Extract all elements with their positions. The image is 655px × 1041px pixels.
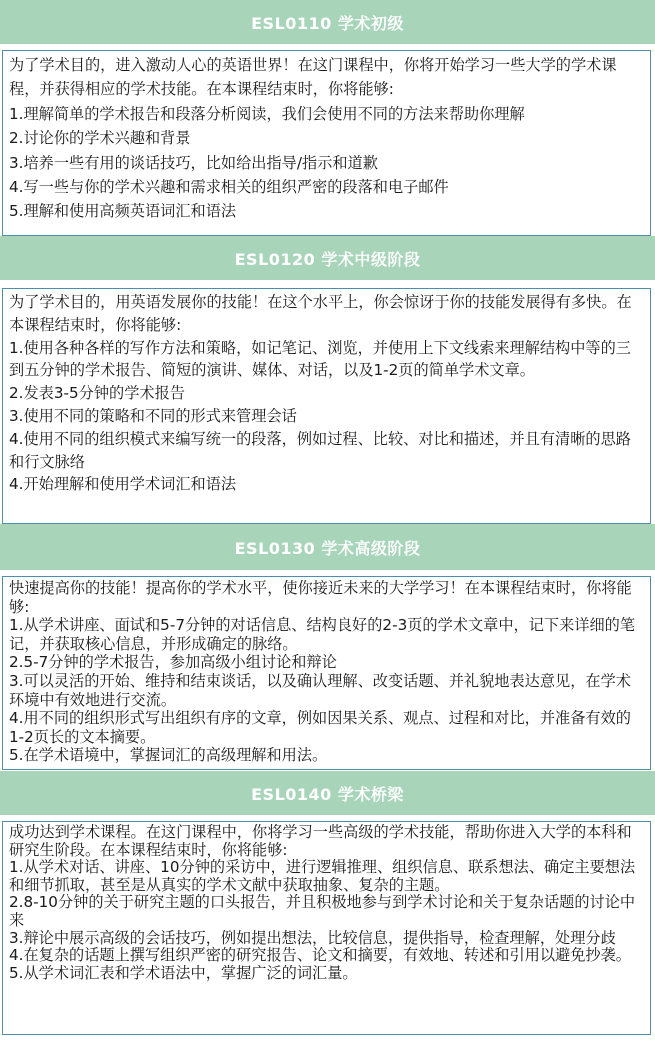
course-description-esl0140 xyxy=(2,821,651,1035)
course-objective: 3.使用不同的策略和不同的形式来管理会话 xyxy=(9,406,297,425)
course-objective: 2.8-10分钟的关于研究主题的口头报告，并且积极地参与到学术讨论和关于复杂话题的讨论中来 xyxy=(9,893,636,929)
course-objective: 1.从学术对话、讲座、10分钟的采访中，进行逻辑推理、组织信息、联系想法、确定主要想法和细节抓取，甚至是从真实的学术文献中获取抽象、复杂的主题。 xyxy=(9,858,636,894)
course-objective: 4.在复杂的话题上撰写组织严密的研究报告、论文和摘要，有效地、转述和引用以避免抄袭。 xyxy=(9,946,631,965)
course-objective: 5.理解和使用高频英语词汇和语法 xyxy=(9,202,237,221)
course-objective: 4.开始理解和使用学术词汇和语法 xyxy=(9,475,237,494)
course-description-esl0120 xyxy=(2,288,651,524)
course-description-esl0130 xyxy=(2,576,651,770)
course-objective: 1.理解简单的学术报告和段落分析阅读，我们会使用不同的方法来帮助你理解 xyxy=(9,104,525,123)
course-objective: 5.在学术语境中，掌握词汇的高级理解和用法。 xyxy=(9,746,328,765)
course-title: ESL0140 学术桥梁 xyxy=(251,784,404,804)
course-header-esl0120 xyxy=(0,236,655,280)
course-intro: 为了学术目的，进入激动人心的英语世界！在这门课程中，你将开始学习一些大学的学术课程，并获得相应的学术技能。在本课程结束时，你将能够: xyxy=(9,56,617,99)
course-objective: 1.从学术讲座、面试和5-7分钟的对话信息、结构良好的2-3页的学术文章中，记下来详细的笔记，并获取核心信息，并形成确定的脉络。 xyxy=(9,616,636,653)
course-objective: 3.可以灵活的开始、维持和结束谈话，以及确认理解、改变话题、并礼貌地表达意见，在学术环境中有效地进行交流。 xyxy=(9,671,631,709)
course-objective: 4.使用不同的组织模式来编写统一的段落，例如过程、比较、对比和描述，并且有清晰的思路和行文脉络 xyxy=(9,429,631,471)
course-objective: 5.从学术词汇表和学术语法中，掌握广泛的词汇量。 xyxy=(9,963,358,982)
course-intro: 快速提高你的技能！提高你的学术水平，使你接近未来的大学学习！在本课程结束时，你将能够: xyxy=(9,579,632,616)
course-objective: 2.讨论你的学术兴趣和背景 xyxy=(9,129,191,148)
course-objective: 4.用不同的组织形式写出组织有序的文章，例如因果关系、观点、过程和对比，并准备有效的1-2页长的文本摘要。 xyxy=(9,709,631,746)
course-title: ESL0120 学术中级阶段 xyxy=(234,249,421,269)
course-objective: 3.培养一些有用的谈话技巧，比如给出指导/指示和道歉 xyxy=(9,153,378,172)
course-title: ESL0130 学术高级阶段 xyxy=(234,538,421,558)
course-objective: 4.写一些与你的学术兴趣和需求相关的组织严密的段落和电子邮件 xyxy=(9,178,449,197)
course-header-esl0110 xyxy=(0,0,655,44)
course-intro: 成功达到学术课程。在这门课程中，你将学习一些高级的学术技能，帮助你进入大学的本科和研究生阶段。在本课程结束时，你将能够: xyxy=(9,823,632,859)
course-objective: 3.辩论中展示高级的会话技巧，例如提出想法，比较信息，提供指导，检查理解，处理分歧 xyxy=(9,928,616,947)
course-header-esl0140 xyxy=(0,771,655,815)
course-title: ESL0110 学术初级 xyxy=(251,13,404,33)
course-objective: 1.使用各种各样的写作方法和策略，如记笔记、浏览，并使用上下文线索来理解结构中等的三到五分钟的学术报告、简短的演讲、媒体、对话，以及1-2页的简单学术文章。 xyxy=(9,338,631,380)
course-objective: 2.5-7分钟的学术报告，参加高级小组讨论和辩论 xyxy=(9,653,337,672)
course-description-esl0110 xyxy=(2,50,651,236)
course-intro: 为了学术目的，用英语发展你的技能！在这个水平上，你会惊讶于你的技能发展得有多快。在本课程结束时，你将能够: xyxy=(9,293,632,334)
course-objective: 2.发表3-5分钟的学术报告 xyxy=(9,384,185,403)
course-header-esl0130 xyxy=(0,524,655,570)
